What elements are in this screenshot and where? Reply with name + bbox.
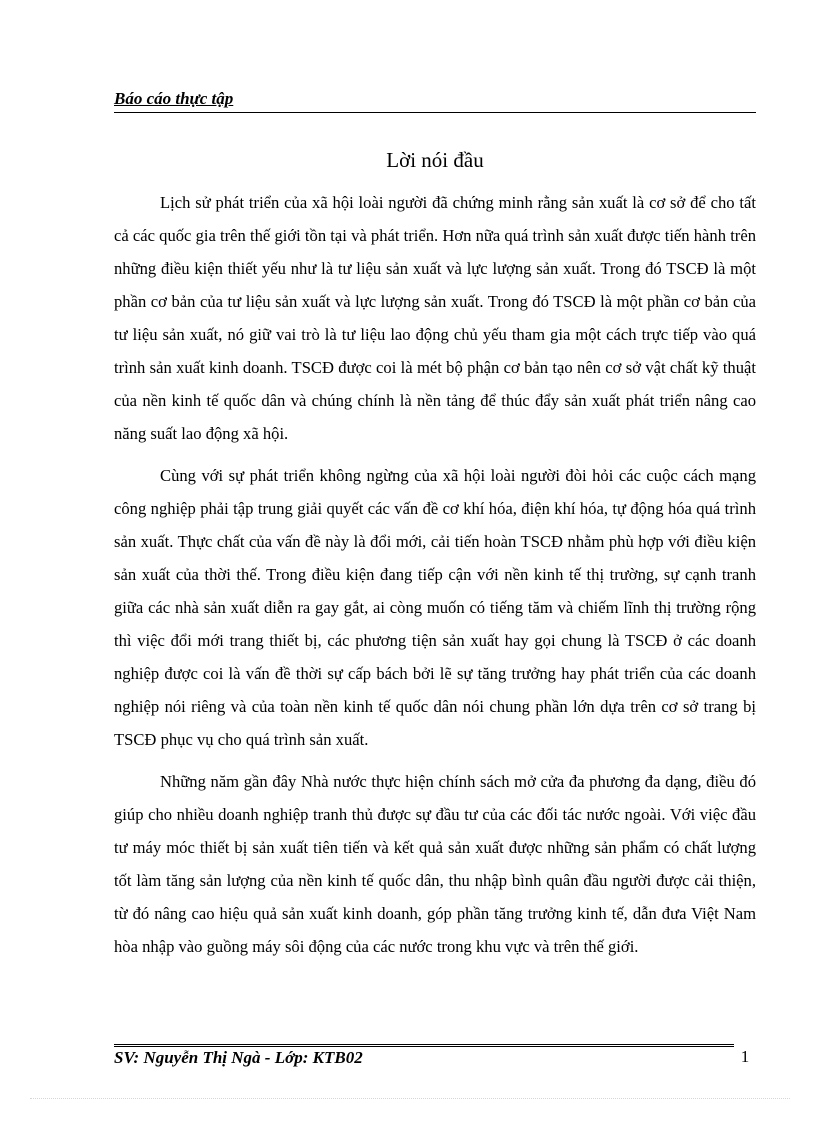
page-number: 1: [740, 1047, 750, 1066]
paragraph: Những năm gần đây Nhà nước thực hiện chính sách mở cửa đa phương đa dạng, điều đó giúp cho nhiều doanh nghiệp tranh thủ được sự đầu tư của các đối tác nước ngoài. Với việc đầu tư máy móc thiết bị sản xuất tiên tiến và kết quả sản xuất được những sản phẩm có chất lượng tốt làm tăng sản lượng của nền kinh tế quốc dân, thu nhập bình quân đầu người được cải thiện, từ đó nâng cao hiệu quả sản xuất kinh doanh, góp phần tăng trưởng kinh tế, dẫn đưa Việt Nam hòa nhập vào guồng máy sôi động của các nước trong khu vực và trên thế giới.: [114, 772, 756, 956]
document-title: Lời nói đầu: [386, 148, 484, 172]
paragraph: Lịch sử phát triển của xã hội loài người đã chứng minh rằng sản xuất là cơ sở để cho tất cả các quốc gia trên thế giới tồn tại và phát triển. Hơn nữa quá trình sản xuất được tiến hành trên những điều kiện thiết yếu như là tư liệu sản xuất và lực lượng sản xuất. Trong đó TSCĐ là một phần cơ bản của tư liệu sản xuất và lực lượng sản xuất. Trong đó TSCĐ là một phần cơ bản của tư liệu sản xuất, nó giữ vai trò là tư liệu lao động chủ yếu tham gia một cách trực tiếp vào quá trình sản xuất kinh doanh. TSCĐ được coi là mét bộ phận cơ bản tạo nên cơ sở vật chất kỹ thuật của nền kinh tế quốc dân và chúng chính là nền tảng để thúc đẩy sản xuất phát triển nâng cao năng suất lao động xã hội.: [114, 193, 756, 443]
footer-divider: [114, 1044, 734, 1047]
footer-author-line: SV: Nguyễn Thị Ngà - Lớp: KTB02: [114, 1048, 363, 1067]
paragraph: Cùng với sự phát triển không ngừng của xã hội loài người đòi hỏi các cuộc cách mạng công nghiệp phải tập trung giải quyết các vấn đề cơ khí hóa, điện khí hóa, tự động hóa quá trình sản xuất. Thực chất của vấn đề này là đổi mới, cải tiến hoàn TSCĐ nhằm phù hợp với điều kiện sản xuất của thời thế. Trong điều kiện đang tiếp cận với nền kinh tế thị trường, sự cạnh tranh giữa các nhà sản xuất diễn ra gay gắt, ai còng muốn có tiếng tăm và chiếm lĩnh thị trường rộng thì việc đổi mới trang thiết bị, các phương tiện sản xuất hay gọi chung là TSCĐ ở các doanh nghiệp được coi là vấn đề thời sự cấp bách bởi lẽ sự tăng trưởng hay phát triển của các doanh nghiệp nói riêng và của toàn nền kinh tế quốc dân nói chung phần lớn dựa trên cơ sở trang bị TSCĐ phục vụ cho quá trình sản xuất.: [114, 466, 756, 749]
header-title: Báo cáo thực tập: [114, 89, 234, 108]
page-header: [114, 86, 756, 113]
page-bottom-dotted-line: [30, 1098, 790, 1099]
document-body: [114, 186, 756, 963]
